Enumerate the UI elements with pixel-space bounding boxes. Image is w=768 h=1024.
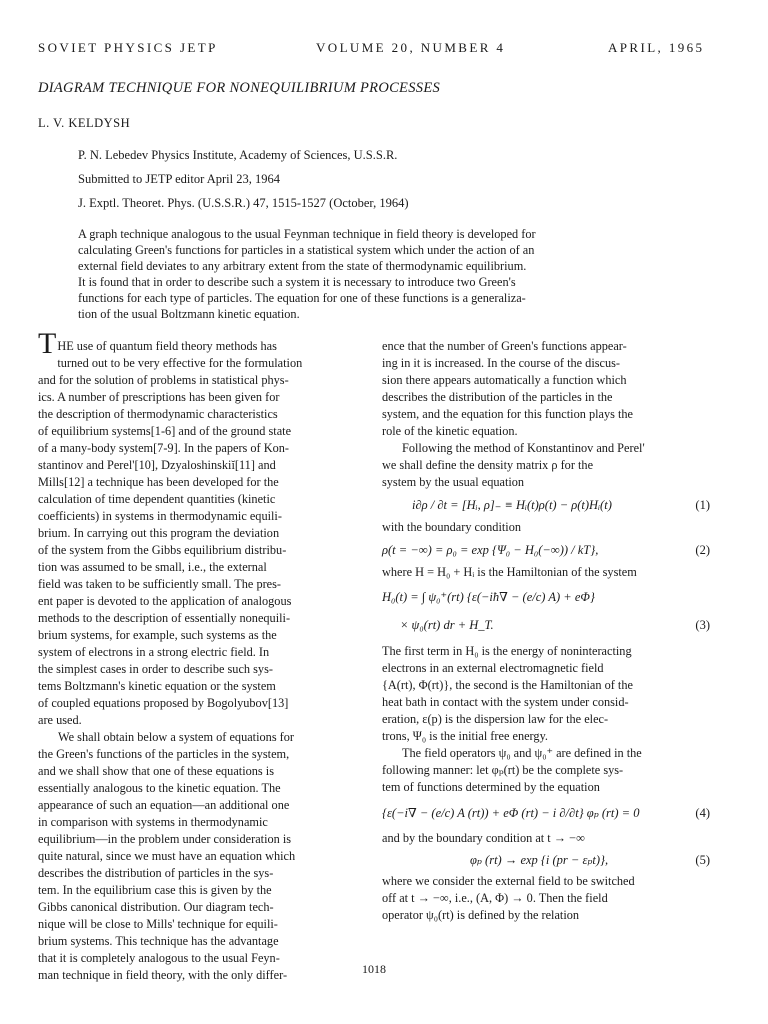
page-number: 1018	[362, 962, 386, 976]
body-line: Following the method of Konstantinov and Perel'	[402, 441, 645, 455]
body-line: with the boundary condition	[382, 520, 522, 534]
body-line: that it is completely analogous to the usual Feyn-	[38, 951, 280, 965]
abstract-line: calculating Green's functions for particles in a statistical system which under the action of an	[78, 243, 535, 257]
body-line: turned out to be very effective for the formulation	[57, 356, 303, 370]
equation-3-line-2: × ψ₀(rt) dr + H_T. (3)	[382, 613, 710, 637]
body-line: appearance of such an equation—an additional one	[38, 798, 290, 812]
body-line: methods to the description of essentially nonequili-	[38, 611, 291, 625]
journal-name: SOVIET PHYSICS JETP	[38, 40, 218, 55]
body-line: ing in it is increased. In the course of the discus-	[382, 356, 621, 370]
body-line: sion there appears automatically a function which	[382, 373, 627, 387]
body-line: ent paper is devoted to the application of analogous	[38, 594, 292, 608]
volume-number: VOLUME 20, NUMBER 4	[316, 40, 506, 55]
body-line: tem of functions determined by the equation	[382, 780, 600, 794]
body-line: operator ψ₀(rt) is defined by the relation	[382, 908, 580, 922]
equation-number: (2)	[695, 543, 710, 557]
body-line: and we shall show that one of these equations is	[38, 764, 274, 778]
body-line: are used.	[38, 713, 82, 727]
body-line: brium systems. This technique has the advantage	[38, 934, 279, 948]
body-line: calculation of time dependent quantities (kinetic	[38, 492, 276, 506]
body-line: and for the solution of problems in statistical phys-	[38, 373, 289, 387]
body-line: system, and the equation for this function plays the	[382, 407, 634, 421]
equation-3-line-1: H₀(t) = ∫ ψ₀⁺(rt) {ε(−iħ∇ − (e/c) A) + eΦ}	[382, 590, 595, 604]
left-column	[38, 327, 368, 984]
body-line: equilibrium—in the problem under consideration is	[38, 832, 292, 846]
paper-author: L. V. KELDYSH	[38, 116, 131, 130]
abstract	[78, 226, 688, 322]
body-line: Gibbs canonical distribution. Our diagram tech-	[38, 900, 274, 914]
body-line: brium. In carrying out this program the deviation	[38, 526, 280, 540]
equation-number: (4)	[695, 806, 710, 820]
body-line: coefficients) in systems in thermodynamic equili-	[38, 509, 282, 523]
submission-note: Submitted to JETP editor April 23, 1964	[78, 172, 280, 186]
equation-number: (1)	[695, 498, 710, 512]
body-line: stantinov and Perel'[10], Dzyaloshinskiĭ[11] and	[38, 458, 276, 472]
body-line: ence that the number of Green's functions appear-	[382, 339, 627, 353]
right-column	[382, 338, 710, 924]
body-line: describes the distribution of particles in the sys-	[38, 866, 274, 880]
body-line: of equilibrium systems[1-6] and of the ground state	[38, 424, 292, 438]
body-line: of coupled equations proposed by Bogolyubov[13]	[38, 696, 289, 710]
abstract-line: tion of the usual Boltzmann kinetic equation.	[78, 307, 300, 321]
body-line: off at t → −∞, i.e., (A, Φ) → 0. Then the field	[382, 891, 608, 905]
body-line: {A(rt), Φ(rt)}, the second is the Hamiltonian of the	[382, 678, 633, 692]
first-line: THE use of quantum field theory methods has	[38, 327, 277, 360]
body-line: trons, Ψ₀ is the initial free energy.	[382, 729, 549, 743]
body-line: electrons in an external electromagnetic field	[382, 661, 604, 675]
body-line: system by the usual equation	[382, 475, 525, 489]
body-line: quite natural, since we must have an equation which	[38, 849, 296, 863]
abstract-line: A graph technique analogous to the usual Feynman technique in field theory is developed for	[78, 227, 536, 241]
body-line: brium systems, for example, such systems as the	[38, 628, 277, 642]
body-line: in comparison with systems in thermodynamic	[38, 815, 268, 829]
issue-date: APRIL, 1965	[608, 40, 705, 55]
body-line: tem. In the equilibrium case this is given by the	[38, 883, 272, 897]
body-line: The first term in H₀ is the energy of noninteracting	[382, 644, 632, 658]
equation-2: ρ(t = −∞) = ρ₀ = exp {Ψ₀ − H₀(−∞)) / kT}, (2)	[382, 536, 710, 564]
body-line: where we consider the external field to be switched	[382, 874, 635, 888]
abstract-line: It is found that in order to describe such a system it is necessary to introduce two Green's	[78, 275, 516, 289]
equation-number: (3)	[695, 618, 710, 632]
citation: J. Exptl. Theoret. Phys. (U.S.S.R.) 47, 1515-1527 (October, 1964)	[78, 196, 409, 210]
paper-title: DIAGRAM TECHNIQUE FOR NONEQUILIBRIUM PROCESSES	[38, 80, 441, 96]
body-line: role of the kinetic equation.	[382, 424, 518, 438]
drop-cap: T	[38, 327, 57, 360]
body-line: describes the distribution of the particles in the	[382, 390, 613, 404]
body-line: system of electrons in a strong electric field. In	[38, 645, 270, 659]
abstract-line: functions for each type of particles. The equation for one of these functions is a generaliza-	[78, 291, 526, 305]
body-line: the simplest cases in order to describe such sys-	[38, 662, 273, 676]
body-line: We shall obtain below a system of equations for	[58, 730, 295, 744]
body-line: we shall define the density matrix ρ for the	[382, 458, 594, 472]
body-line: of a many-body system[7-9]. In the papers of Kon-	[38, 441, 289, 455]
body-line: of the system from the Gibbs equilibrium distribu-	[38, 543, 287, 557]
body-line: field was taken to be sufficiently small. The pres-	[38, 577, 282, 591]
body-line: where H = H₀ + Hᵢ is the Hamiltonian of the system	[382, 565, 637, 579]
body-line: following manner: let φₚ(rt) be the complete sys-	[382, 763, 624, 777]
body-line: and by the boundary condition at t → −∞	[382, 831, 585, 845]
body-line: the description of thermodynamic characteristics	[38, 407, 278, 421]
body-line: essentially analogous to the kinetic equation. The	[38, 781, 281, 795]
body-line: the Green's functions of the particles in the system,	[38, 747, 290, 761]
body-line: man technique in field theory, with the only differ-	[38, 968, 288, 982]
body-line: heat bath in contact with the system under consid-	[382, 695, 629, 709]
equation-number: (5)	[695, 853, 710, 867]
affiliation: P. N. Lebedev Physics Institute, Academy of Sciences, U.S.S.R.	[78, 148, 398, 162]
body-line: tems Boltzmann's kinetic equation or the system	[38, 679, 276, 693]
equation-4: {ε(−i∇ − (e/c) A (rt)) + eΦ (rt) − i ∂/∂t} φₚ (rt) = 0 (4)	[382, 796, 710, 830]
abstract-line: external field deviates to any arbitrary extent from the state of thermodynamic equilibrium.	[78, 259, 527, 273]
body-line: ics. A number of prescriptions has been given for	[38, 390, 280, 404]
body-line: eration, ε(p) is the dispersion law for the elec-	[382, 712, 609, 726]
equation-1: i∂ρ / ∂t = [Hᵢ, ρ]₋ ≡ Hᵢ(t)ρ(t) − ρ(t)Hᵢ(t) (1)	[382, 491, 710, 519]
equation-5: φₚ (rt) → exp {i (pr − εₚt)}, (5)	[382, 847, 710, 873]
body-line: nique will be close to Mills' technique for equili-	[38, 917, 278, 931]
body-line: The field operators ψ₀ and ψ₀⁺ are defined in the	[402, 746, 642, 760]
body-line: tion was assumed to be small, i.e., the external	[38, 560, 267, 574]
body-line: Mills[12] a technique has been developed for the	[38, 475, 279, 489]
